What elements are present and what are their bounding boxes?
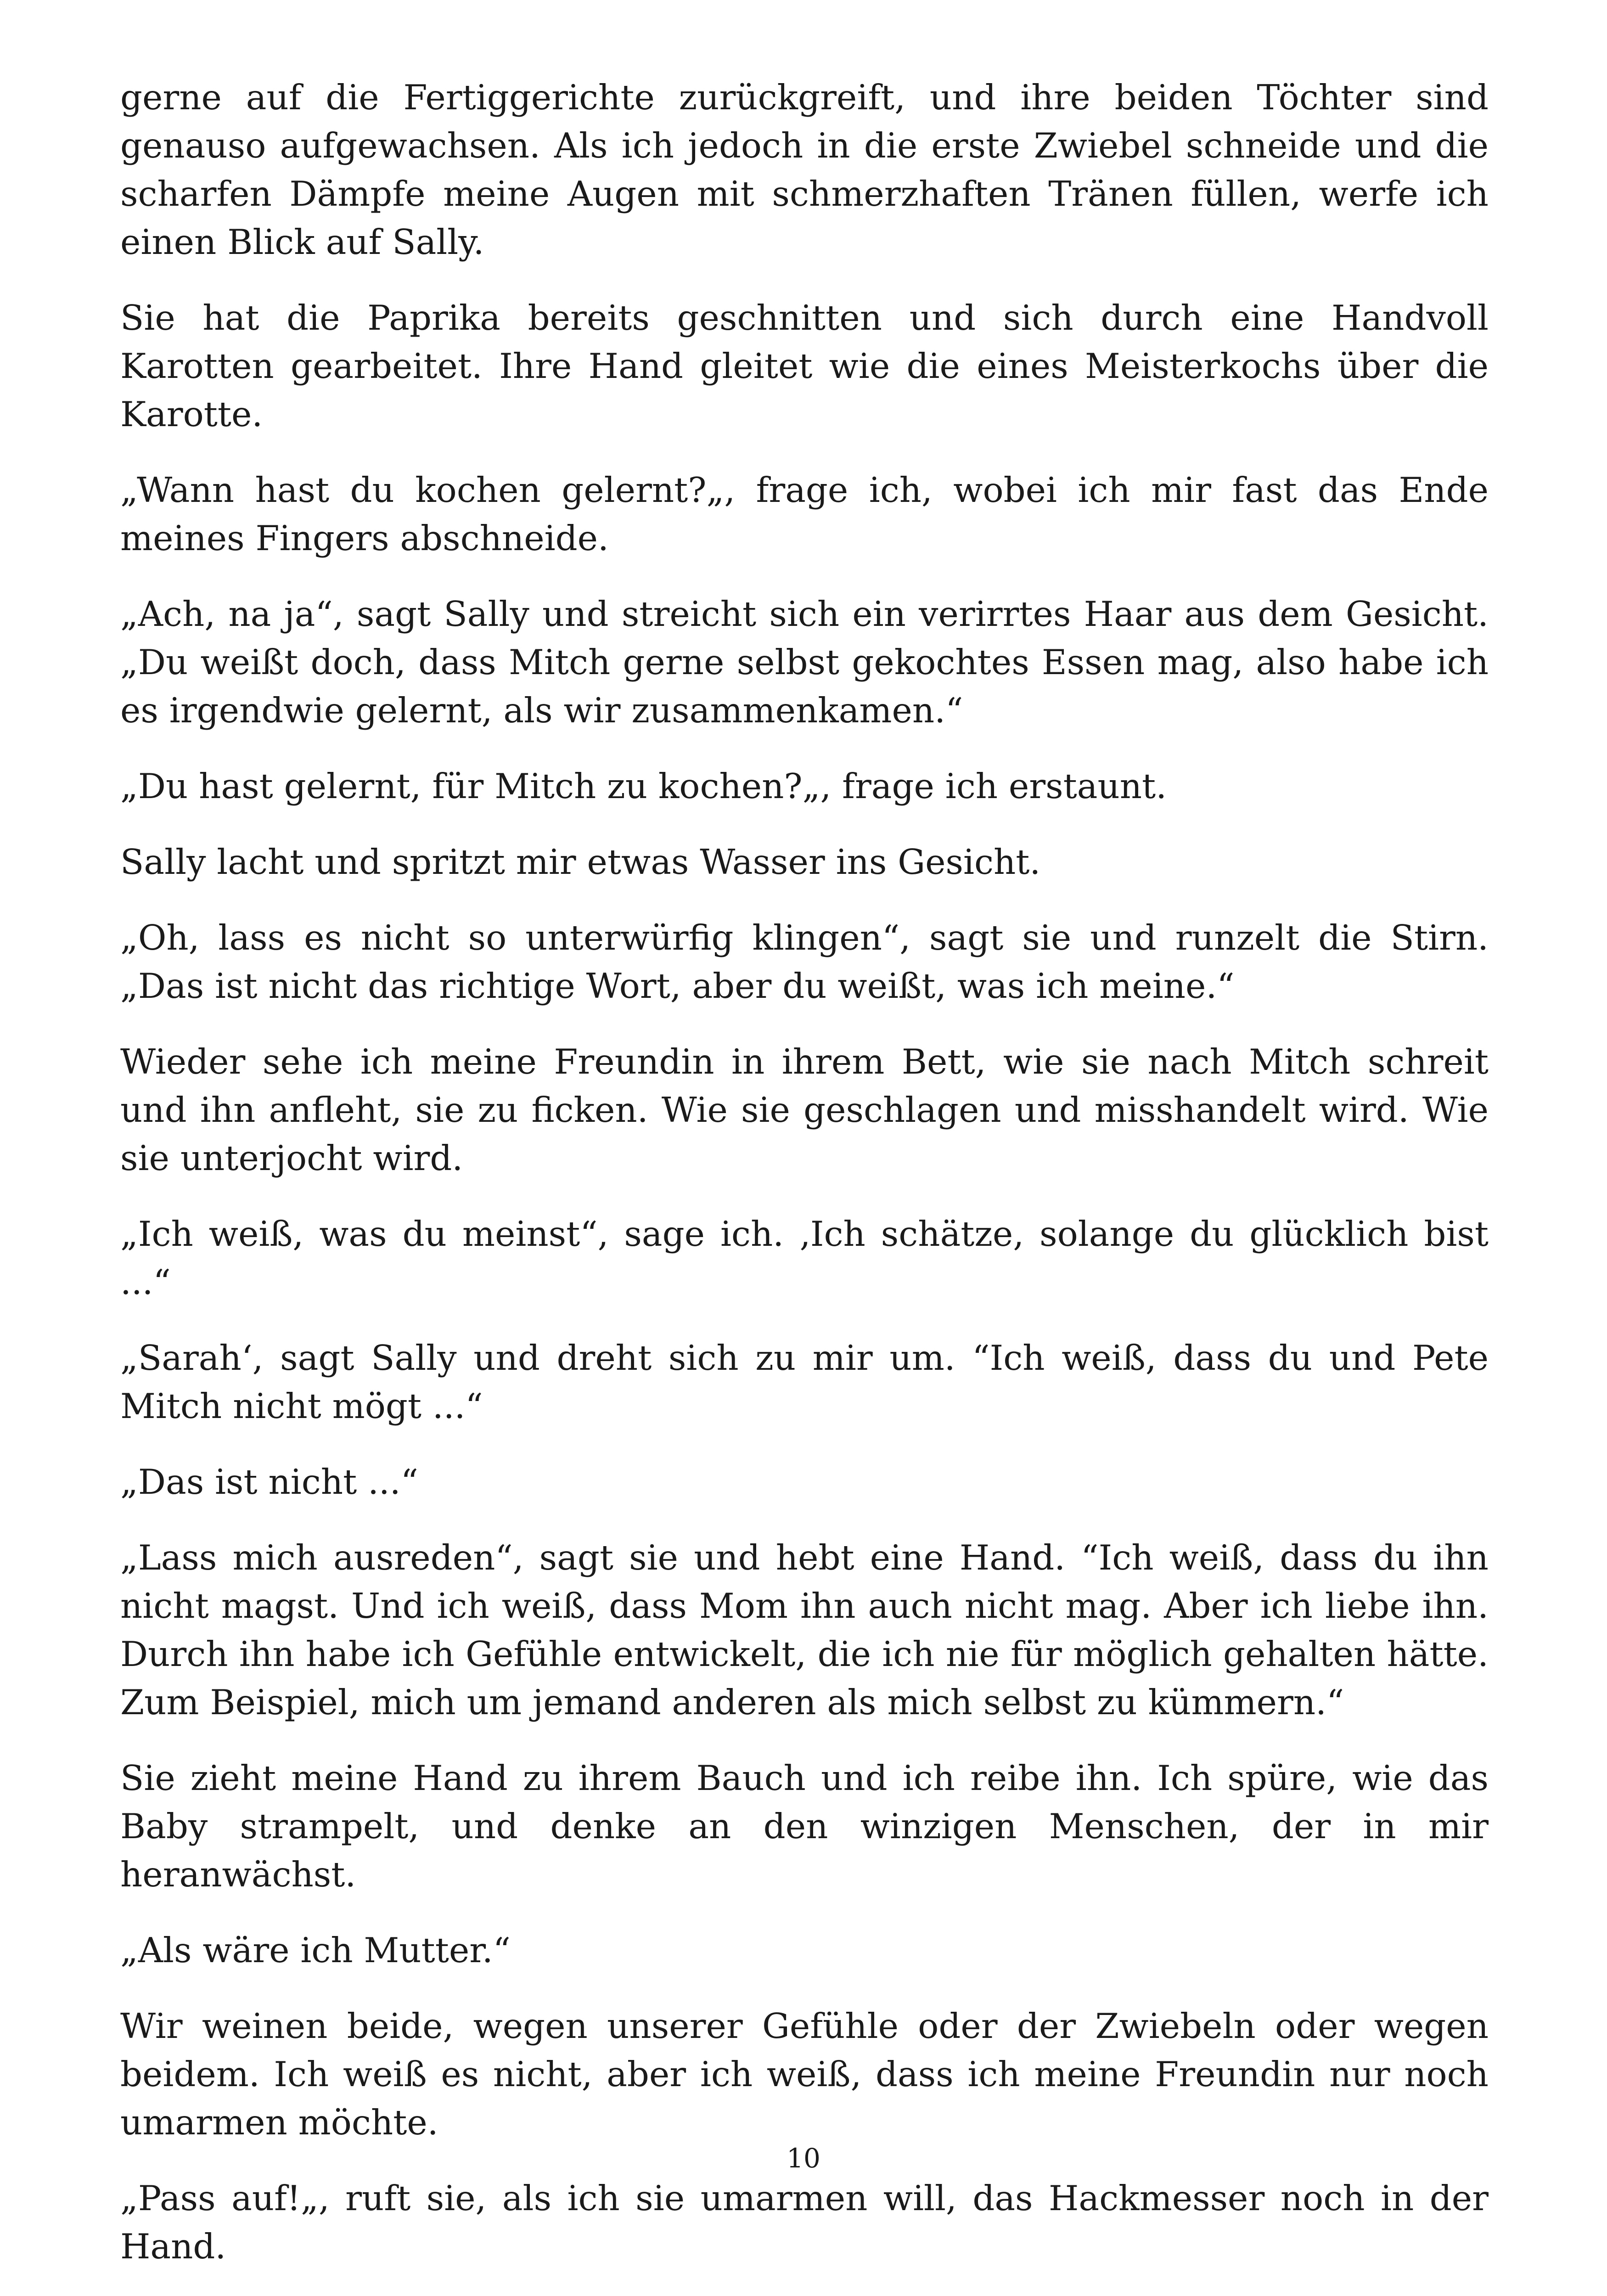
- paragraph: „Als wäre ich Mutter.“: [120, 1930, 511, 1970]
- paragraph: „Das ist nicht ...“: [120, 1462, 418, 1502]
- paragraph: Wieder sehe ich meine Freundin in ihrem Bett, wie sie nach Mitch schreit und ihn anfleht, sie zu ficken. Wie sie geschlagen und misshandelt wird. Wie sie unterjocht wird.: [120, 1041, 1489, 1178]
- paragraph: „Ich weiß, was du meinst“, sage ich. ‚Ich schätze, solange du glücklich bist ...“: [120, 1214, 1489, 1302]
- paragraph: gerne auf die Fertiggerichte zurückgreift, und ihre beiden Töchter sind genauso aufgewachsen. Als ich jedoch in die erste Zwiebel schneide und die scharfen Dämpfe meine Augen mit schmerzhaften Tränen füllen, werfe ich einen Blick auf Sally.: [120, 77, 1489, 262]
- body-text: [120, 73, 1489, 2296]
- page-number: 10: [787, 2143, 820, 2174]
- paragraph: „Sarah‘, sagt Sally und dreht sich zu mir um. “Ich weiß, dass du und Pete Mitch nicht mögt ...“: [120, 1338, 1489, 1426]
- paragraph: „Ach, na ja“, sagt Sally und streicht sich ein verirrtes Haar aus dem Gesicht. „Du weißt doch, dass Mitch gerne selbst gekochtes Essen mag, also habe ich es irgendwie gelernt, als wir zusammenkamen.“: [120, 594, 1489, 731]
- paragraph: „Oh, lass es nicht so unterwürfig klingen“, sagt sie und runzelt die Stirn. „Das ist nicht das richtige Wort, aber du weißt, was ich meine.“: [120, 917, 1489, 1006]
- paragraph: Sie hat die Paprika bereits geschnitten und sich durch eine Handvoll Karotten gearbeitet. Ihre Hand gleitet wie die eines Meisterkochs über die Karotte.: [120, 298, 1489, 434]
- paragraph: Sie zieht meine Hand zu ihrem Bauch und ich reibe ihn. Ich spüre, wie das Baby strampelt, und denke an den winzigen Menschen, der in mir heranwächst.: [120, 1758, 1489, 1895]
- paragraph: Wir weinen beide, wegen unserer Gefühle oder der Zwiebeln oder wegen beidem. Ich weiß es nicht, aber ich weiß, dass ich meine Freundin nur noch umarmen möchte.: [120, 2006, 1489, 2143]
- paragraph: Sally lacht und spritzt mir etwas Wasser ins Gesicht.: [120, 842, 1041, 882]
- paragraph: „Lass mich ausreden“, sagt sie und hebt eine Hand. “Ich weiß, dass du ihn nicht magst. Und ich weiß, dass Mom ihn auch nicht mag. Aber ich liebe ihn. Durch ihn habe ich Gefühle entwickelt, die ich nie für möglich gehalten hätte. Zum Beispiel, mich um jemand anderen als mich selbst zu kümmern.“: [120, 1537, 1489, 1722]
- paragraph: „Du hast gelernt, für Mitch zu kochen?„, frage ich erstaunt.: [120, 766, 1167, 806]
- paragraph: „Pass auf!„, ruft sie, als ich sie umarmen will, das Hackmesser noch in der Hand.: [120, 2178, 1489, 2267]
- paragraph: „Wann hast du kochen gelernt?„, frage ich, wobei ich mir fast das Ende meines Fingers abschneide.: [120, 470, 1489, 558]
